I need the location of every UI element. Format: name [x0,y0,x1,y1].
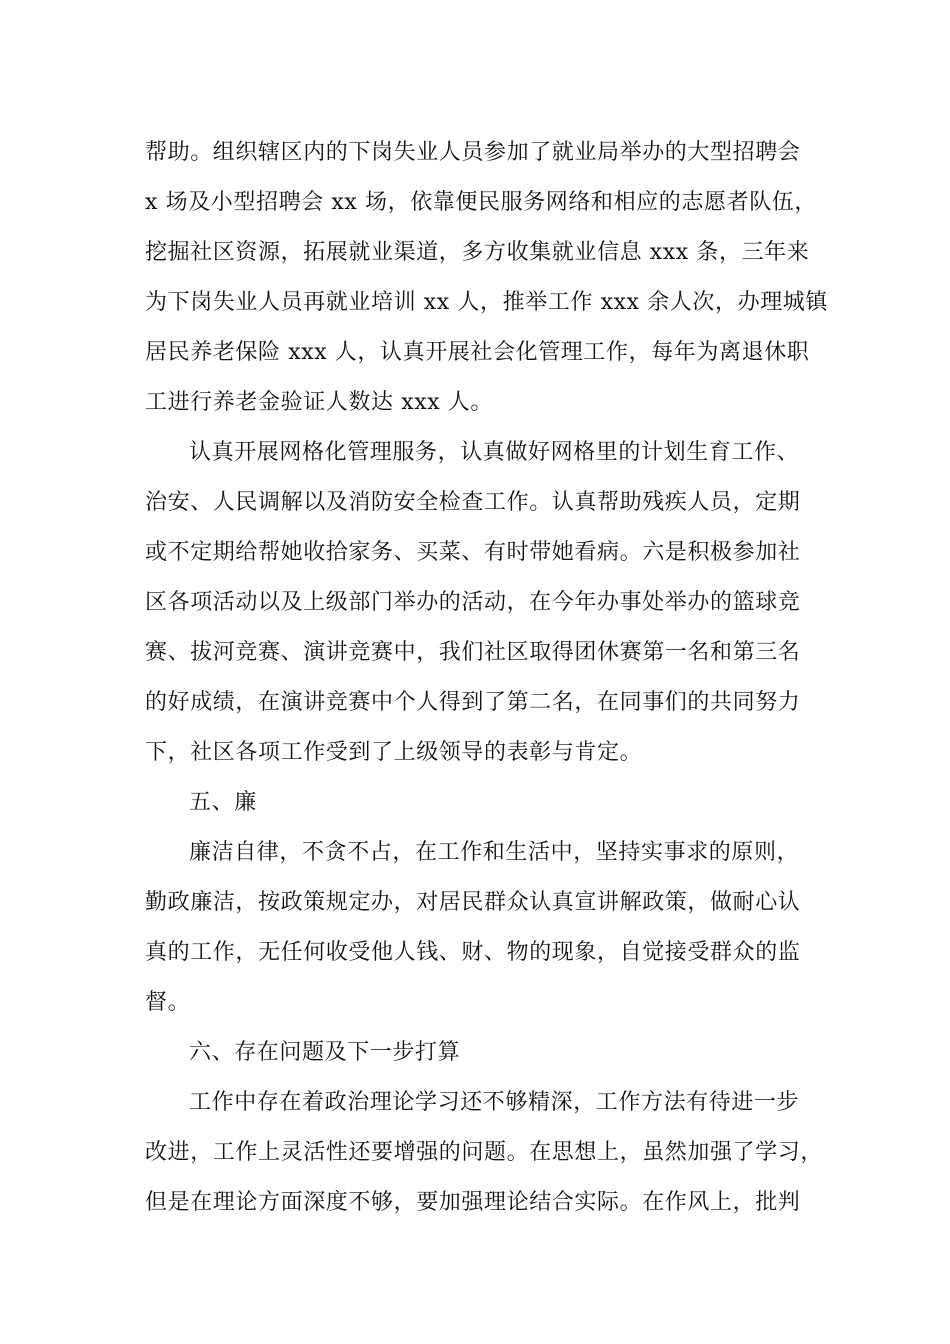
text-line: 赛、拔河竞赛、演讲竞赛中，我们社区取得团休赛第一名和第三名 [145,640,801,665]
paragraph-first-line: 工作中存在着政治理论学习还不够精深，工作方法有待进一步 [189,1090,800,1115]
paragraph-first-line: 认真开展网格化管理服务，认真做好网格里的计划生育工作、 [189,440,800,465]
text-line: 督。 [145,990,191,1015]
text-line: 的好成绩，在演讲竞赛中个人得到了第二名，在同事们的共同努力 [145,690,801,715]
paragraph-first-line: 廉洁自律，不贪不占，在工作和生活中，坚持实事求的原则， [189,840,800,865]
text-line: 勤政廉洁，按政策规定办，对居民群众认真宣讲解政策，做耐心认 [145,890,801,915]
text-line: 帮助。组织辖区内的下岗失业人员参加了就业局举办的大型招聘会 [145,140,801,165]
text-line: 为下岗失业人员再就业培训 xx 人，推举工作 xxx 余人次，办理城镇 [145,290,829,315]
text-line: 下，社区各项工作受到了上级领导的表彰与肯定。 [145,740,643,765]
text-line: 或不定期给帮她收拾家务、买菜、有时带她看病。六是积极参加社 [145,540,801,565]
section-heading: 六、存在问题及下一步打算 [189,1040,461,1065]
text-line: 治安、人民调解以及消防安全检查工作。认真帮助残疾人员，定期 [145,490,801,515]
text-line: 改进，工作上灵活性还要增强的问题。在思想上，虽然加强了学习， [145,1140,824,1165]
text-line: 区各项活动以及上级部门举办的活动，在今年办事处举办的篮球竞 [145,590,801,615]
text-line: 真的工作，无任何收受他人钱、财、物的现象，自觉接受群众的监 [145,940,801,965]
text-line: 工进行养老金验证人数达 xxx 人。 [145,390,494,415]
text-line: 但是在理论方面深度不够，要加强理论结合实际。在作风上，批判 [145,1190,801,1215]
text-line: x 场及小型招聘会 xx 场，依靠便民服务网络和相应的志愿者队伍， [145,190,818,215]
text-line: 居民养老保险 xxx 人，认真开展社会化管理工作，每年为离退休职 [145,340,810,365]
section-heading: 五、廉 [189,790,257,815]
text-line: 挖掘社区资源，拓展就业渠道，多方收集就业信息 xxx 条，三年来 [145,240,810,265]
